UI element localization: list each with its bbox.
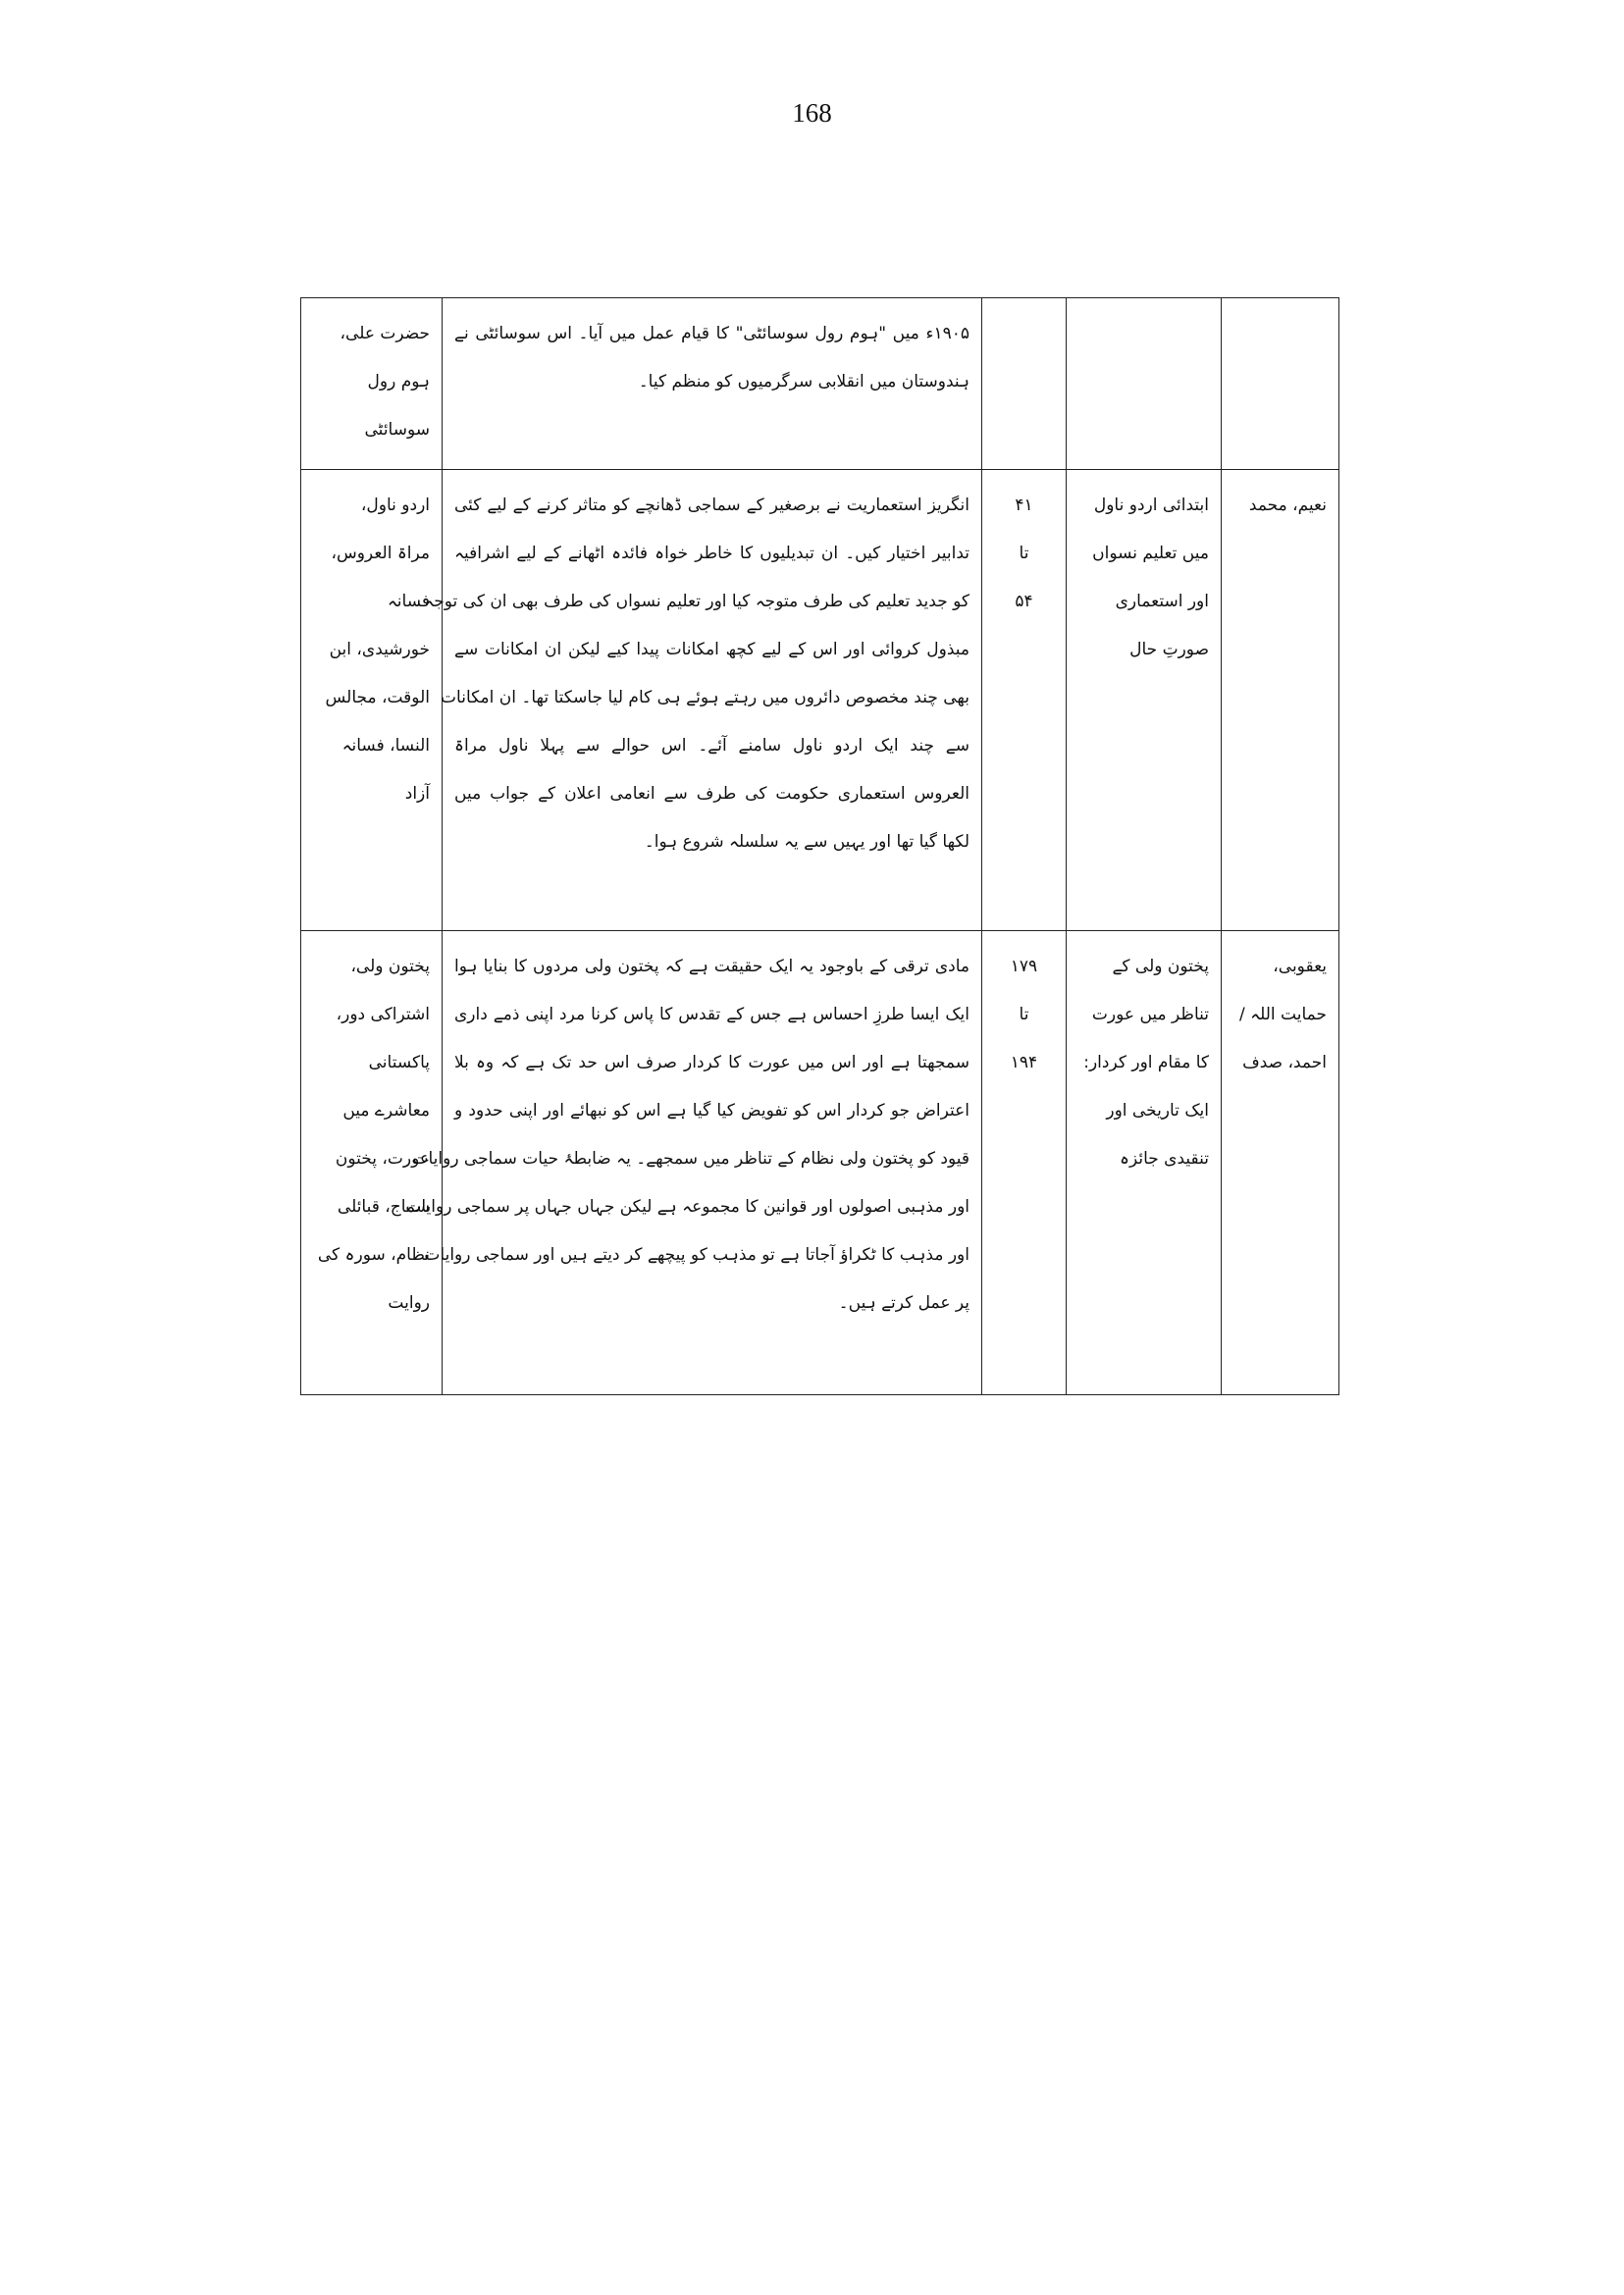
title-line: ایک تاریخی اور	[1106, 1101, 1209, 1121]
summary-line: العروس استعماری حکومت کی طرف سے انعامی اعلان کے جواب میں	[454, 784, 969, 804]
pages-line: ۱۹۴	[1010, 1053, 1038, 1072]
summary-cell	[443, 298, 982, 470]
summary-cell	[424, 470, 982, 931]
keywords-line: فسانہ	[387, 592, 430, 611]
keywords-line: اردو ناول،	[360, 496, 430, 515]
summary-line: اور مذہبی اصولوں اور قوانین کا مجموعہ ہے لیکن جہاں جہاں پر سماجی روایات	[405, 1197, 969, 1217]
title-cell	[1067, 470, 1222, 931]
author-line: حمایت اللہ /	[1239, 1005, 1327, 1024]
keywords-cell	[301, 931, 443, 1395]
pages-line: تا	[1019, 1005, 1029, 1024]
title-line: صورتِ حال	[1129, 640, 1209, 659]
summary-line: تدابیر اختیار کیں۔ ان تبدیلیوں کا خاطر خواہ فائدہ اٹھانے کے لیے اشرافیہ	[454, 544, 969, 563]
summary-line: قیود کو پختون ولی نظام کے تناظر میں سمجھے۔ یہ ضابطۂ حیات سماجی روایات	[412, 1149, 969, 1169]
keywords-line: النسا، فسانہ	[341, 736, 430, 756]
title-line: تناظر میں عورت	[1091, 1005, 1209, 1024]
summary-line: ۱۹۰۵ء میں "ہوم رول سوسائٹی" کا قیام عمل میں آیا۔ اس سوسائٹی نے	[454, 324, 969, 343]
keywords-line: معاشرے میں	[342, 1101, 430, 1121]
title-line: تنقیدی جائزہ	[1120, 1149, 1209, 1169]
keywords-line: سوسائٹی	[364, 420, 430, 440]
pages-cell	[982, 298, 1067, 470]
page-number: 168	[792, 98, 832, 128]
keywords-line: عورت، پختون	[335, 1149, 430, 1169]
keywords-line: آزاد	[404, 784, 430, 804]
summary-line: کو جدید تعلیم کی طرف متوجہ کیا اور تعلیم نسواں کی طرف بھی ان کی توجہ	[424, 592, 969, 611]
title-line: میں تعلیم نسواں	[1092, 544, 1209, 563]
table-row	[301, 931, 1339, 1395]
title-line: اور استعماری	[1115, 592, 1209, 611]
summary-line: انگریز استعماریت نے برصغیر کے سماجی ڈھانچے کو متاثر کرنے کے لیے کئی	[454, 496, 969, 515]
keywords-line: پختون ولی،	[350, 957, 430, 976]
author-cell	[1222, 298, 1339, 470]
keywords-cell	[301, 298, 443, 470]
pages-line: تا	[1019, 544, 1029, 563]
keywords-line: مراۃ العروس،	[331, 544, 430, 563]
summary-line: اعتراض جو کردار اس کو تفویض کیا گیا ہے اس کو نبھائے اور اپنی حدود و	[454, 1101, 969, 1121]
author-line: یعقوبی،	[1273, 957, 1327, 976]
summary-line: پر عمل کرتے ہیں۔	[838, 1293, 969, 1313]
summary-line: بھی چند مخصوص دائروں میں رہتے ہوئے ہی کام لیا جاسکتا تھا۔ ان امکانات	[441, 688, 969, 707]
pages-line: ۴۱	[1015, 496, 1033, 515]
keywords-line: اشتراکی دور،	[336, 1005, 430, 1024]
keywords-line: پاکستانی	[368, 1053, 430, 1072]
table-row	[301, 298, 1339, 470]
keywords-cell	[301, 470, 443, 931]
title-line: ابتدائی اردو ناول	[1093, 496, 1209, 515]
pages-line: ۱۷۹	[1010, 957, 1038, 976]
keywords-line: نظام، سورہ کی	[317, 1245, 430, 1265]
keywords-line: روایت	[388, 1293, 430, 1313]
title-cell	[1067, 298, 1222, 470]
author-line: نعیم، محمد	[1248, 496, 1327, 515]
keywords-line: خورشیدی، ابن	[329, 640, 430, 659]
title-line: پختون ولی کے	[1112, 957, 1209, 976]
summary-line: ہندوستان میں انقلابی سرگرمیوں کو منظم کیا۔	[638, 372, 969, 391]
summary-line: سمجھتا ہے اور اس میں عورت کا کردار صرف اس حد تک ہے کہ وہ بلا	[454, 1053, 969, 1072]
author-cell	[1222, 931, 1339, 1395]
summary-line: ایک ایسا طرزِ احساس ہے جس کے تقدس کا پاس کرنا مرد اپنی ذمے داری	[454, 1005, 969, 1024]
pages-cell	[982, 931, 1067, 1395]
table-row	[301, 470, 1339, 931]
title-cell	[1067, 931, 1222, 1395]
keywords-line: سماج، قبائلی	[337, 1197, 430, 1217]
author-cell	[1222, 470, 1339, 931]
summary-line: مبذول کروائی اور اس کے لیے کچھ امکانات پیدا کیے لیکن ان امکانات سے	[454, 640, 969, 659]
summary-line: اور مذہب کا ٹکراؤ آجاتا ہے تو مذہب کو پیچھے کر دیتے ہیں اور سماجی روایات	[424, 1245, 969, 1265]
summary-line: لکھا گیا تھا اور یہیں سے یہ سلسلہ شروع ہوا۔	[644, 832, 969, 852]
pages-cell	[982, 470, 1067, 931]
title-line: کا مقام اور کردار:	[1083, 1053, 1209, 1072]
bibliography-table	[300, 297, 1339, 1395]
keywords-line: ہوم رول	[367, 372, 430, 391]
keywords-line: الوقت، مجالس	[325, 688, 430, 707]
summary-line: سے چند ایک اردو ناول سامنے آئے۔ اس حوالے سے پہلا ناول مراۃ	[454, 736, 969, 756]
author-line: احمد، صدف	[1242, 1053, 1327, 1072]
summary-line: مادی ترقی کے باوجود یہ ایک حقیقت ہے کہ پختون ولی مردوں کا بنایا ہوا	[454, 957, 969, 976]
pages-line: ۵۴	[1015, 592, 1033, 611]
keywords-line: حضرت علی،	[340, 324, 430, 343]
